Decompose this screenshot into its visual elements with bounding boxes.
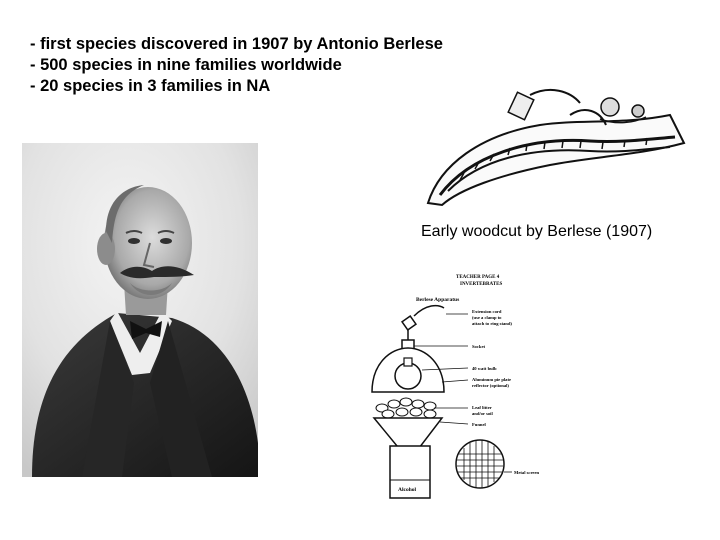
diagram-heading-2: INVERTEBRATES: [460, 282, 503, 287]
berlese-woodcut-drawing: [420, 85, 688, 210]
label-extension-cord-3: attach to ring stand): [472, 321, 512, 326]
label-leaf-litter: Leaf litter: [472, 405, 492, 410]
jar-label: Alcohol: [398, 487, 417, 493]
berlese-portrait-photo: [22, 143, 258, 477]
bullet-species-worldwide: - 500 species in nine families worldwide: [30, 56, 342, 74]
bullet-list: [30, 34, 443, 97]
label-funnel: Funnel: [472, 422, 486, 427]
extension-cord-icon: [402, 306, 444, 330]
woodcut-caption: Early woodcut by Berlese (1907): [421, 223, 653, 240]
label-socket: Socket: [472, 344, 486, 349]
label-leaf-litter-2: and/or soil: [472, 411, 493, 416]
bullet-first-species: - first species discovered in 1907 by Antonio Berlese: [30, 35, 443, 53]
diagram-heading-1: TEACHER PAGE 4: [456, 275, 500, 280]
label-reflector-2: reflector (optional): [472, 383, 509, 388]
metal-screen-icon: [456, 440, 504, 488]
label-bulb: 40 watt bulb: [472, 366, 497, 371]
berlese-apparatus-diagram: [360, 268, 560, 503]
label-reflector: Aluminum pie plate: [472, 377, 512, 382]
label-extension-cord: Extension cord: [472, 309, 502, 314]
label-extension-cord-2: (use a clamp to: [472, 315, 502, 320]
diagram-title: Berlese Apparatus: [416, 297, 460, 303]
bullet-species-na: - 20 species in 3 families in NA: [30, 77, 271, 95]
label-metal-screen: Metal screen: [514, 470, 540, 475]
